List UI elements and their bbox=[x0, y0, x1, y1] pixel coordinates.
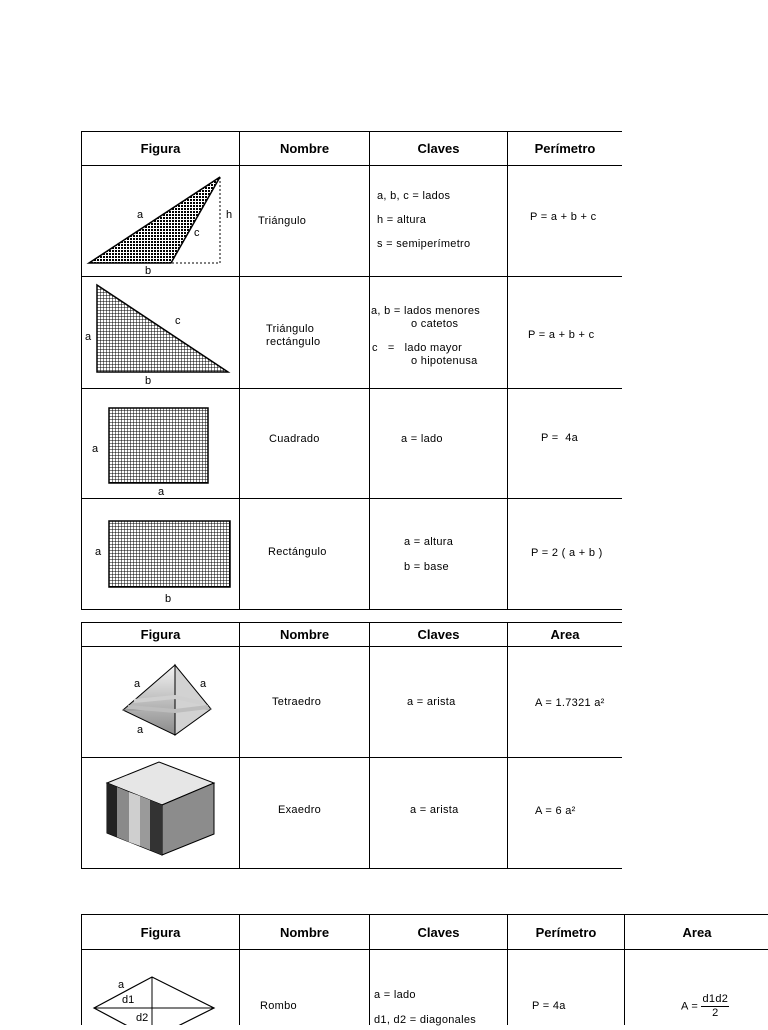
nombre-cell bbox=[240, 166, 370, 277]
table-header-row bbox=[82, 623, 622, 647]
claves-cell bbox=[370, 166, 508, 277]
clave-text: o hipotenusa bbox=[411, 355, 478, 367]
clave-text: a = arista bbox=[410, 804, 459, 816]
perimetro-text: P = 4a bbox=[541, 432, 579, 444]
label-a: a bbox=[118, 979, 125, 991]
area-text: A = 1.7321 a² bbox=[535, 697, 605, 709]
clave-text: a, b, c = lados bbox=[377, 190, 451, 202]
nombre-text: Triángulo bbox=[258, 215, 307, 227]
area-denominator: 2 bbox=[712, 1007, 719, 1019]
clave-text: b = base bbox=[404, 561, 449, 573]
clave-text: c = lado mayor bbox=[372, 342, 463, 354]
area-prefix: A = bbox=[681, 1000, 699, 1013]
nombre-text: Triángulo bbox=[266, 323, 315, 335]
header-nombre: Nombre bbox=[240, 915, 370, 950]
label-a: a bbox=[92, 443, 99, 455]
area-fraction bbox=[701, 993, 729, 1020]
header-perimetro: Perímetro bbox=[508, 132, 622, 166]
square-figure bbox=[82, 389, 239, 498]
claves-cell bbox=[370, 647, 508, 758]
clave-text: s = semiperímetro bbox=[377, 238, 471, 250]
nombre-cell bbox=[240, 499, 370, 610]
clave-text: a = lado bbox=[401, 433, 443, 445]
label-a: a bbox=[85, 331, 92, 343]
table-header-row bbox=[82, 132, 622, 166]
area-text: A = 6 a² bbox=[535, 805, 576, 817]
nombre-text: Rectángulo bbox=[268, 546, 327, 558]
clave-text: a = lado bbox=[374, 989, 416, 1001]
claves-cell bbox=[370, 950, 508, 1025]
area-cell bbox=[625, 950, 768, 1025]
header-perimetro: Perímetro bbox=[508, 915, 625, 950]
header-figura: Figura bbox=[82, 915, 240, 950]
nombre-text: rectángulo bbox=[266, 336, 321, 348]
perimetro-cell bbox=[508, 499, 622, 610]
header-area: Area bbox=[625, 915, 768, 950]
figure-cell bbox=[82, 647, 240, 758]
nombre-cell bbox=[240, 950, 370, 1025]
area-formula bbox=[681, 993, 729, 1020]
clave-text: d1, d2 = diagonales bbox=[374, 1014, 477, 1026]
figure-cell bbox=[82, 389, 240, 499]
table-row bbox=[82, 389, 622, 499]
figure-cell bbox=[82, 166, 240, 277]
claves-cell bbox=[370, 499, 508, 610]
clave-text: a = altura bbox=[404, 536, 454, 548]
nombre-cell bbox=[240, 277, 370, 389]
clave-text: a, b = lados menores bbox=[371, 305, 481, 317]
triangle-figure bbox=[82, 166, 239, 276]
table-row bbox=[82, 950, 768, 1025]
perimetro-cell bbox=[508, 277, 622, 389]
header-figura: Figura bbox=[82, 623, 240, 647]
figure-cell bbox=[82, 499, 240, 610]
figure-cell bbox=[82, 950, 240, 1025]
header-claves: Claves bbox=[370, 623, 508, 647]
nombre-cell bbox=[240, 758, 370, 869]
label-d2: d2 bbox=[136, 1012, 149, 1024]
clave-text: a = arista bbox=[407, 696, 456, 708]
figure-cell bbox=[82, 277, 240, 389]
label-a: a bbox=[200, 678, 207, 690]
figure-cell bbox=[82, 758, 240, 869]
table-row bbox=[82, 166, 622, 277]
clave-text: h = altura bbox=[377, 214, 427, 226]
header-nombre: Nombre bbox=[240, 623, 370, 647]
header-figura: Figura bbox=[82, 132, 240, 166]
rectangle-figure bbox=[82, 499, 239, 609]
label-d1: d1 bbox=[122, 994, 135, 1006]
label-a: a bbox=[95, 546, 102, 558]
label-c: c bbox=[194, 227, 200, 239]
nombre-text: Exaedro bbox=[278, 804, 322, 816]
right-triangle-figure bbox=[82, 277, 239, 388]
label-h: h bbox=[226, 209, 233, 221]
header-claves: Claves bbox=[370, 132, 508, 166]
area-numerator: d1d2 bbox=[702, 993, 729, 1005]
table-header-row bbox=[82, 915, 768, 950]
cube-figure bbox=[82, 758, 239, 868]
nombre-text: Tetraedro bbox=[272, 696, 322, 708]
label-c: c bbox=[175, 315, 181, 327]
header-area: Area bbox=[508, 623, 622, 647]
table-row bbox=[82, 499, 622, 610]
nombre-cell bbox=[240, 647, 370, 758]
label-b: b bbox=[145, 375, 152, 387]
perimetro-cell bbox=[508, 166, 622, 277]
perimetro-text: P = 2 ( a + b ) bbox=[531, 547, 603, 559]
clave-text: o catetos bbox=[411, 318, 459, 330]
nombre-text: Rombo bbox=[260, 1000, 297, 1012]
table-row bbox=[82, 758, 622, 869]
label-a: a bbox=[134, 678, 141, 690]
perimetro-cell bbox=[508, 950, 625, 1025]
label-a: a bbox=[137, 724, 144, 736]
table-row bbox=[82, 647, 622, 758]
area-cell bbox=[508, 758, 622, 869]
rhombus-figure bbox=[82, 950, 239, 1025]
table-perimetros bbox=[81, 131, 622, 610]
header-nombre: Nombre bbox=[240, 132, 370, 166]
label-a: a bbox=[137, 209, 144, 221]
table-row bbox=[82, 277, 622, 389]
perimetro-text: P = a + b + c bbox=[528, 329, 595, 341]
nombre-cell bbox=[240, 389, 370, 499]
tetrahedron-figure bbox=[82, 647, 239, 757]
nombre-text: Cuadrado bbox=[269, 433, 320, 445]
table-rombo bbox=[81, 914, 768, 1025]
claves-cell bbox=[370, 758, 508, 869]
perimetro-text: P = a + b + c bbox=[530, 211, 597, 223]
perimetro-text: P = 4a bbox=[532, 1000, 566, 1012]
claves-cell bbox=[370, 389, 508, 499]
label-b: b bbox=[165, 593, 172, 605]
header-claves: Claves bbox=[370, 915, 508, 950]
label-b: b bbox=[145, 265, 152, 276]
perimetro-cell bbox=[508, 389, 622, 499]
area-cell bbox=[508, 647, 622, 758]
label-a: a bbox=[158, 486, 165, 498]
claves-cell bbox=[370, 277, 508, 389]
table-areas-solidos bbox=[81, 622, 622, 869]
